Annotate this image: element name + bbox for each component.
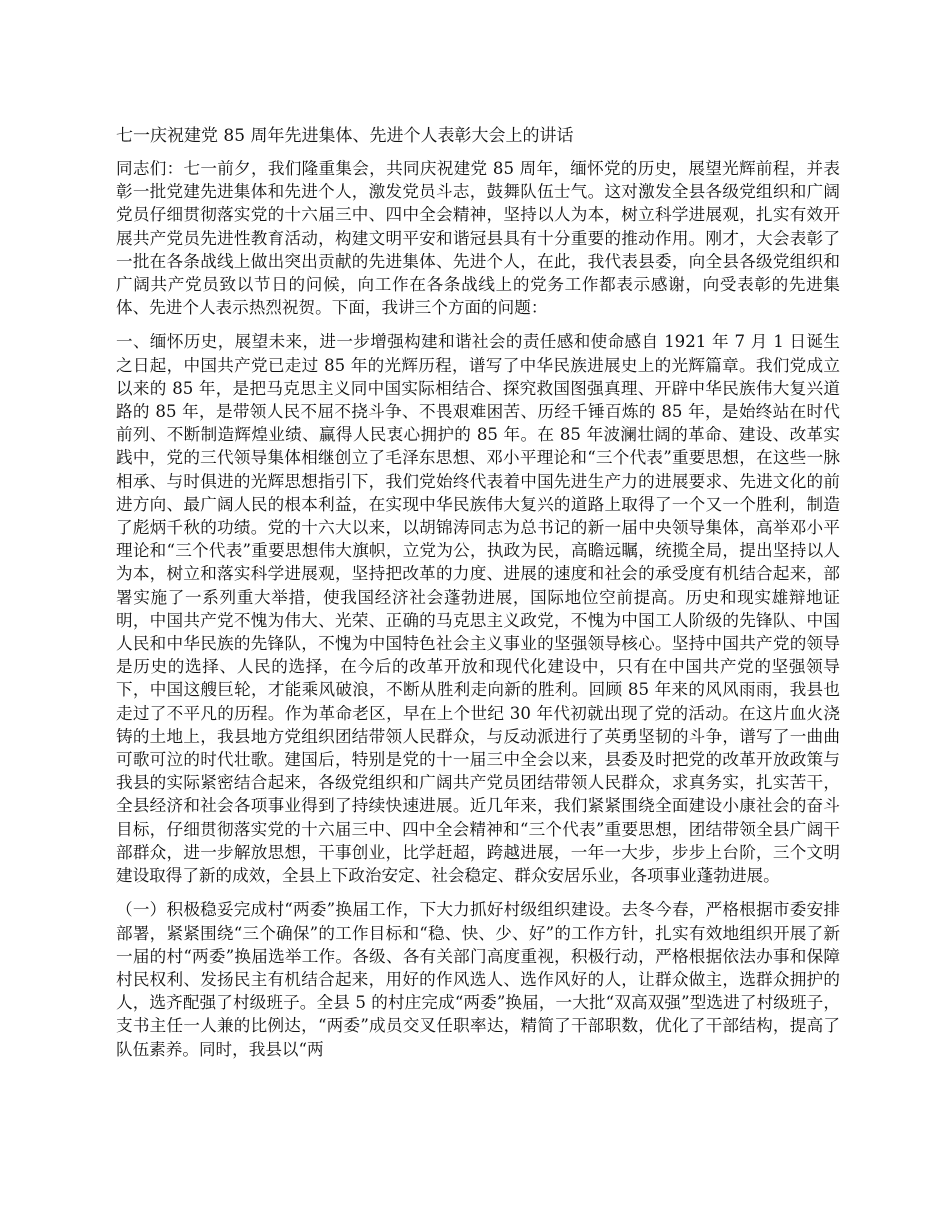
document-page: [116, 123, 840, 1072]
document-title: 七一庆祝建党 85 周年先进集体、先进个人表彰大会上的讲话: [116, 126, 574, 146]
paragraph-section-one: 一、缅怀历史，展望未来，进一步增强构建和谐社会的责任感和使命感自 1921 年 7 月 1 日诞生之日起，中国共产党已走过 85 年的光辉历程，谱写了中华民族进展史上的光辉篇章。我们党成立以来的 85 年，是把马克思主义同中国实际相结合、探究救国图强真理、开辟中华民族伟大复兴道路的 85 年，是带领人民不屈不挠斗争、不畏艰难困苦、历经千锤百炼的 85 年，是始终站在时代前列、不断制造辉煌业绩、赢得人民衷心拥护的 85 年。在 85 年波澜壮阔的革命、建设、改革实践中，党的三代领导集体相继创立了毛泽东思想、邓小平理论和“三个代表”重要思想，在这些一脉相承、与时俱进的光辉思想指引下，我们党始终代表着中国先进生产力的进展要求、先进文化的前进方向、最广阔人民的根本利益，在实现中华民族伟大复兴的道路上取得了一个又一个胜利，制造了彪炳千秋的功绩。党的十六大以来，以胡锦涛同志为总书记的新一届中央领导集体，高举邓小平理论和“三个代表”重要思想伟大旗帜，立党为公，执政为民，高瞻远瞩，统揽全局，提出坚持以人为本，树立和落实科学进展观，坚持把改革的力度、进展的速度和社会的承受度有机结合起来，部署实施了一系列重大举措，使我国经济社会蓬勃进展，国际地位空前提高。历史和现实雄辩地证明，中国共产党不愧为伟大、光荣、正确的马克思主义政党，不愧为中国工人阶级的先锋队、中国人民和中华民族的先锋队，不愧为中国特色社会主义事业的坚强领导核心。坚持中国共产党的领导是历史的选择、人民的选择，在今后的改革开放和现代化建设中，只有在中国共产党的坚强领导下，中国这艘巨轮，才能乘风破浪，不断从胜利走向新的胜利。回顾 85 年来的风风雨雨，我县也走过了不平凡的历程。作为革命老区，早在上个世纪 30 年代初就出现了党的活动。在这片血火浇铸的土地上，我县地方党组织团结带领人民群众，与反动派进行了英勇坚韧的斗争，谱写了一曲曲可歌可泣的时代壮歌。建国后，特别是党的十一届三中全会以来，县委及时把党的改革开放政策与我县的实际紧密结合起来，各级党组织和广阔共产党员团结带领人民群众，求真务实，扎实苦干，全县经济和社会各项事业得到了持续快速进展。近几年来，我们紧紧围绕全面建设小康社会的奋斗目标，仔细贯彻落实党的十六届三中、四中全会精神和“三个代表”重要思想，团结带领全县广阔干部群众，进一步解放思想，干事创业，比学赶超，跨越进展，一年一大步，步步上台阶，三个文明建设取得了新的成效，全县上下政治安定、社会稳定、群众安居乐业，各项事业蓬勃进展。: [116, 332, 840, 886]
paragraph-opening: 同志们：七一前夕，我们隆重集会，共同庆祝建党 85 周年，缅怀党的历史，展望光辉前程，并表彰一批党建先进集体和先进个人，激发党员斗志，鼓舞队伍士气。这对激发全县各级党组织和广阔党员仔细贯彻落实党的十六届三中、四中全会精神，坚持以人为本，树立科学进展观，扎实有效开展共产党员先进性教育活动，构建文明平安和谐冠县具有十分重要的推动作用。刚才，大会表彰了一批在各条战线上做出突出贡献的先进集体、先进个人，在此，我代表县委，向全县各级党组织和广阔共产党员致以节日的问候，向工作在各条战线上的党务工作都表示感谢，向受表彰的先进集体、先进个人表示热烈祝贺。下面，我讲三个方面的问题：: [116, 159, 840, 318]
paragraph-subsection-one: （一）积极稳妥完成村“两委”换届工作，下大力抓好村级组织建设。去冬今春，严格根据市委安排部署，紧紧围绕“三个确保”的工作目标和“稳、快、少、好”的工作方针，扎实有效地组织开展了新一届的村“两委”换届选举工作。各级、各有关部门高度重视，积极行动，严格根据依法办事和保障村民权利、发扬民主有机结合起来，用好的作风选人、选作风好的人，让群众做主，选群众拥护的人，选齐配强了村级班子。全县 5 的村庄完成“两委”换届，一大批“双高双强”型选进了村级班子，支书主任一人兼的比例达，“两委”成员交叉任职率达，精简了干部职数，优化了干部结构，提高了队伍素养。同时，我县以“两: [116, 900, 840, 1059]
